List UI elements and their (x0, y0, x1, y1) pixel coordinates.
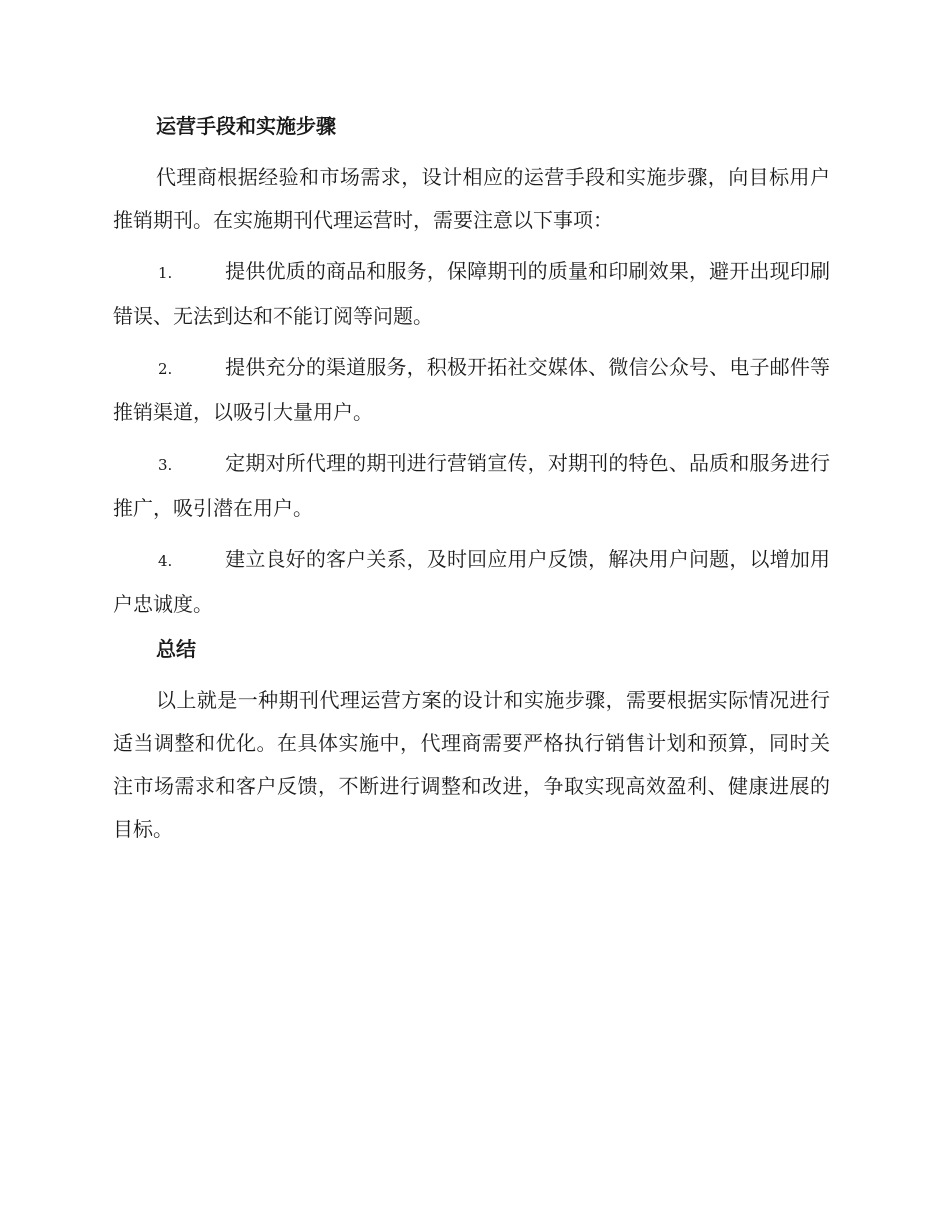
list-item-1 (113, 250, 830, 338)
intro-paragraph: 代理商根据经验和市场需求，设计相应的运营手段和实施步骤，向目标用户推销期刊。在实施期刊代理运营时，需要注意以下事项： (113, 165, 830, 232)
list-item-4 (113, 538, 830, 626)
list-number: 4. (158, 552, 173, 570)
list-number: 2. (158, 360, 173, 378)
list-number: 3. (158, 456, 173, 474)
list-item-2 (113, 346, 830, 434)
section-heading-summary: 总结 (156, 637, 196, 661)
section-heading-operations: 运营手段和实施步骤 (156, 114, 336, 138)
summary-paragraph: 以上就是一种期刊代理运营方案的设计和实施步骤，需要根据实际情况进行适当调整和优化。在具体实施中，代理商需要严格执行销售计划和预算，同时关注市场需求和客户反馈，不断进行调整和改进，争取实现高效盈利、健康进展的目标。 (113, 688, 830, 841)
list-number: 1. (158, 264, 173, 282)
list-item-text: 定期对所代理的期刊进行营销宣传，对期刊的特色、品质和服务进行推广，吸引潜在用户。 (113, 451, 830, 520)
list-item-3 (113, 442, 830, 530)
list-item-text: 建立良好的客户关系，及时回应用户反馈，解决用户问题，以增加用户忠诚度。 (113, 547, 830, 616)
list-item-text: 提供充分的渠道服务，积极开拓社交媒体、微信公众号、电子邮件等推销渠道，以吸引大量用户。 (113, 355, 830, 424)
list-item-text: 提供优质的商品和服务，保障期刊的质量和印刷效果，避开出现印刷错误、无法到达和不能订阅等问题。 (113, 259, 830, 328)
